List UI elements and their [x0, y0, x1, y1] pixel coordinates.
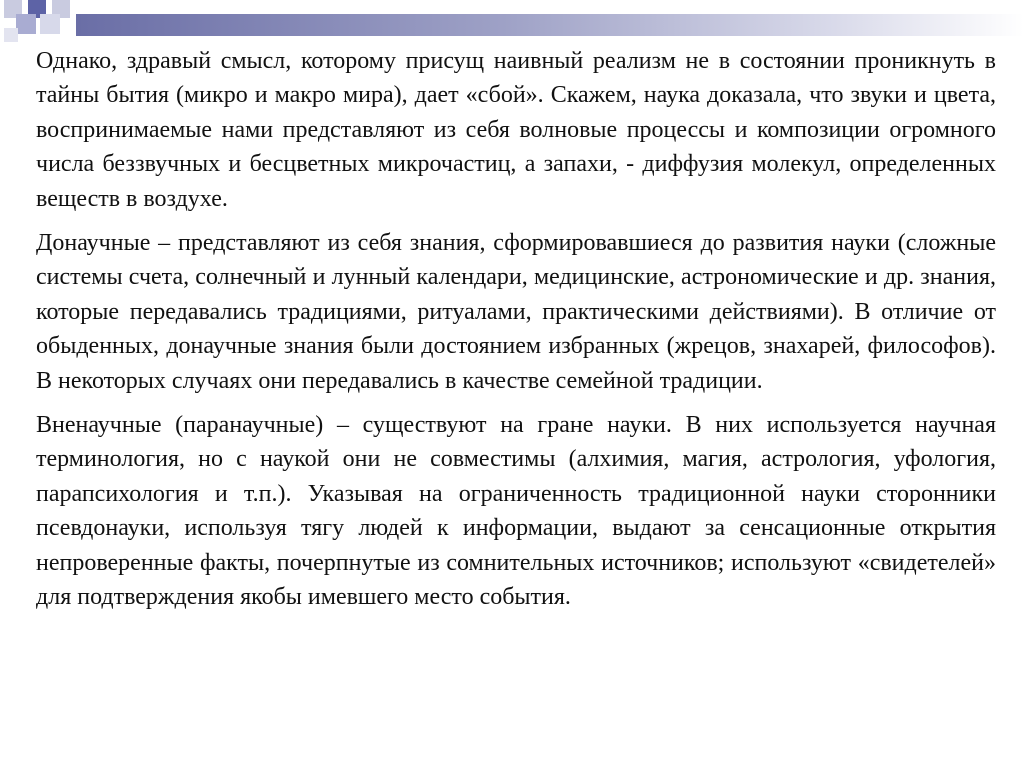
header-gradient-bar — [76, 14, 1024, 36]
paragraph-prescientific: Донаучные – представляют из себя знания, сформировавшиеся до развития науки (сложные системы счета, солнечный и лунный календари, медицинские, астрономические и др. знания, которые передавались традициями, ритуалами, практическими действиями). В отличие от обыденных, донаучные знания были достоянием избранных (жрецов, знахарей, философов). В некоторых случаях они передавались в качестве семейной традиции. — [36, 230, 996, 394]
decor-square — [16, 14, 36, 34]
slide-body — [36, 44, 996, 625]
paragraph-parascientific: Вненаучные (паранаучные) – существуют на гране науки. В них используется научная терминология, но с наукой они не совместимы (алхимия, магия, астрология, уфология, парапсихология и т.п.). Указывая на ограниченность традиционной науки сторонники псевдонауки, используя тягу людей к информации, выдают за сенсационные открытия непроверенные факты, почерпнутые из сомнительных источников; используют «свидетелей» для подтверждения якобы имевшего место события. — [36, 412, 996, 611]
decor-square — [4, 28, 18, 42]
paragraph-common-sense: Однако, здравый смысл, которому присущ наивный реализм не в состоянии проникнуть в тайны бытия (микро и макро мира), дает «сбой». Скажем, наука доказала, что звуки и цвета, воспринимаемые нами представляют из себя волновые процессы и композиции огромного числа беззвучных и бесцветных микрочастиц, а запахи, - диффузия молекул, определенных веществ в воздухе. — [36, 48, 996, 212]
decor-square — [40, 14, 60, 34]
